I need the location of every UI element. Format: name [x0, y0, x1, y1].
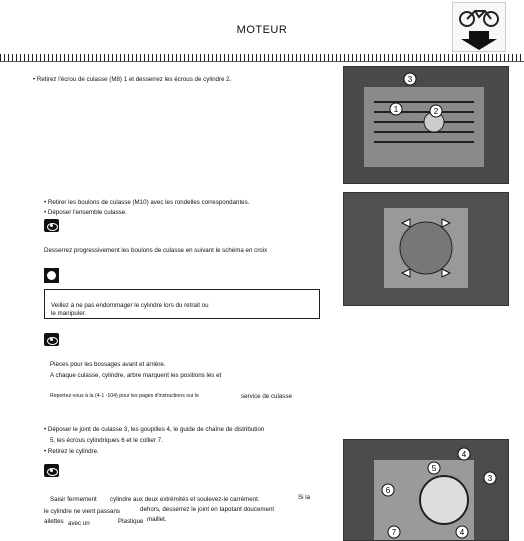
engine-photo-3 — [344, 440, 508, 540]
step-2b-text: • Déposer l'ensemble culasse. — [44, 209, 127, 216]
header-divider — [0, 61, 524, 62]
warning-dot-icon — [44, 268, 59, 283]
f-7: avec un — [68, 520, 90, 527]
f-2: cylindre aux deux extrémités et soulevez-le carrément. — [110, 496, 260, 503]
eye-note-icon — [44, 219, 59, 232]
step-2c-text: Desserrez progressivement les boulons de culasse en suivant le schéma en croix — [44, 247, 268, 254]
page-title: MOTEUR — [236, 24, 288, 36]
callout-3: 3 — [487, 474, 493, 483]
callout-3: 2 — [433, 107, 439, 116]
note-1-text: Pièces pour les bossages avant et arrière. — [50, 361, 166, 368]
callout-2: 1 — [393, 105, 399, 114]
f-9: maillet. — [147, 516, 167, 523]
callout-7: 7 — [391, 528, 397, 537]
warning-line-2: le manipuler. — [51, 310, 87, 317]
engine-photo-2 — [344, 193, 508, 305]
step-3c-text: • Retirez le cylindre. — [44, 448, 99, 455]
step-3b-text: 5, les écrous cylindriques 6 et le collier 7. — [50, 437, 163, 444]
f-4: le cylindre ne vient passans — [44, 508, 121, 515]
warning-box — [44, 289, 320, 319]
engine-photo-1 — [344, 67, 508, 183]
f-1: Saisir fermement — [50, 496, 97, 503]
f-6: ailettes — [44, 518, 64, 525]
step-2a-text: • Retirer les boulons de culasse (M10) avec les rondelles correspondantes. — [44, 199, 250, 206]
f-8: Plastique — [118, 518, 144, 525]
photo-cylinder-removal — [343, 439, 509, 541]
callout-6: 6 — [385, 486, 391, 495]
photo-cylinder-nuts — [343, 66, 509, 184]
warning-line-1: Veillez à ne pas endommager le cylindre lors du retrait ou — [51, 302, 209, 309]
f-3: Si la — [298, 494, 311, 501]
f-5: dehors, desserrez le joint en tapotant doucement — [140, 506, 275, 513]
eye-note-icon — [44, 333, 59, 346]
note-2-text: A chaque culasse, cylindre, arbre marquent les positions les et — [50, 372, 222, 379]
callout-1: 3 — [407, 75, 413, 84]
note-3b-text: service de culasse — [241, 393, 292, 400]
step-3a-text: • Déposer le joint de culasse 3, les goupilles 4, le guide de chaîne de distribution — [44, 426, 265, 433]
callout-4a: 4 — [461, 450, 467, 459]
step-1-text: • Retirez l'écrou de culasse (M8) 1 et desserrez les écrous de cylindre 2. — [33, 76, 232, 83]
eye-note-icon — [44, 464, 59, 477]
note-3-text: Reportez-vous à la (4-1 -104) pour les pages d'instructions sur le — [50, 393, 199, 399]
callout-5: 5 — [431, 464, 437, 473]
callout-4b: 4 — [459, 528, 465, 537]
photo-cylinder-head-bolts — [343, 192, 509, 306]
header-ruler — [0, 54, 524, 61]
